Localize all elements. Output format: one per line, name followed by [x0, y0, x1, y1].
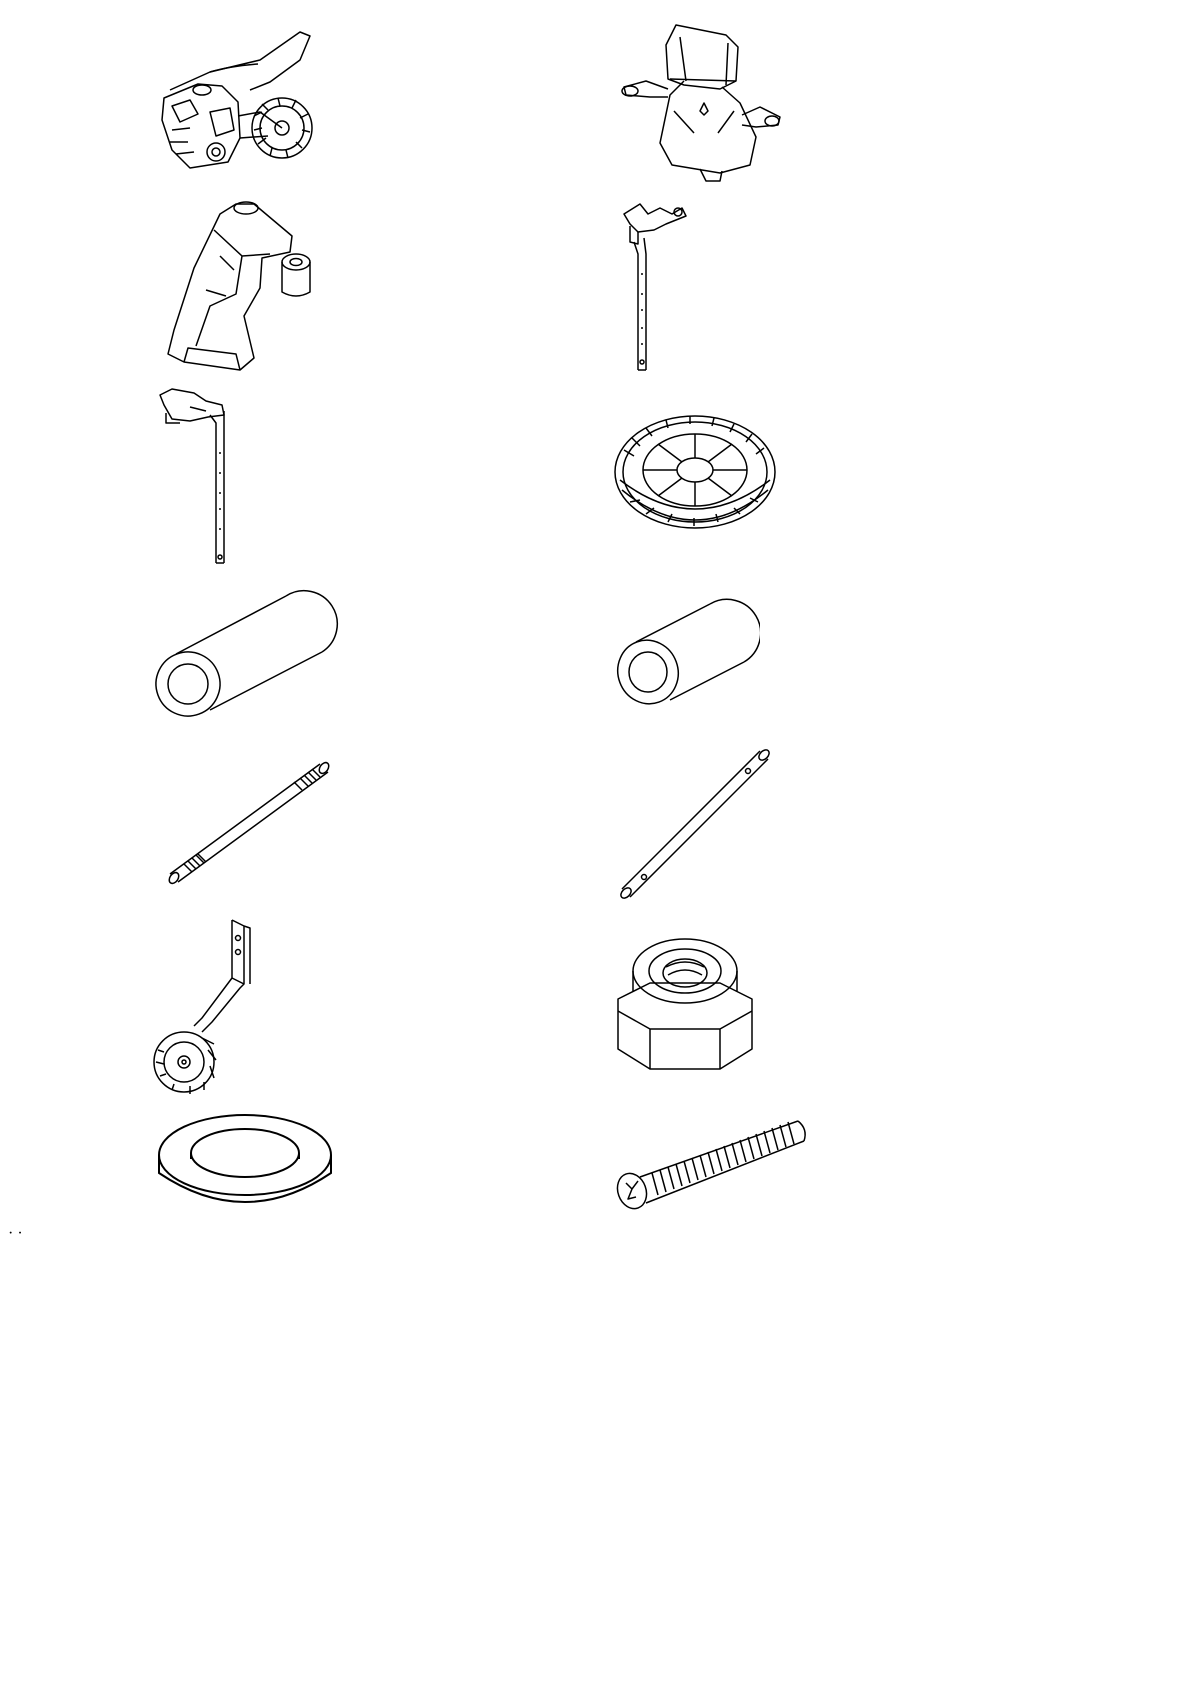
part-qty-cell — [813, 1106, 863, 1223]
part-note-cell — [865, 575, 938, 732]
parts-list-table — [8, 8, 940, 1225]
header-note-cell — [865, 10, 938, 12]
part-note-cell — [395, 382, 468, 573]
part-qty-cell — [343, 913, 393, 1104]
part-note-cell — [395, 193, 468, 380]
header-qty-cell — [343, 10, 393, 12]
part-name-cell — [59, 382, 147, 573]
part-picture-cell — [149, 575, 341, 732]
part-number-cell — [10, 14, 57, 191]
windshield-headlight-icon — [610, 15, 790, 185]
part-number-cell — [470, 14, 517, 191]
part-qty-cell — [343, 382, 393, 573]
part-name-cell — [519, 193, 607, 380]
part-number-cell — [10, 734, 57, 911]
part-picture-cell — [609, 382, 811, 573]
long-sleeve-icon — [150, 576, 340, 726]
part-number-cell — [10, 575, 57, 732]
part-picture-cell — [149, 1106, 341, 1223]
part-qty-cell — [813, 734, 863, 911]
part-number-cell — [470, 193, 517, 380]
right-handlebar-bracket-icon — [610, 194, 690, 374]
part-qty-cell — [343, 734, 393, 911]
part-note-cell — [865, 193, 938, 380]
part-number-cell — [470, 1106, 517, 1223]
table-row — [10, 575, 938, 732]
screw-icon — [610, 1107, 810, 1217]
part-note-cell — [865, 14, 938, 191]
part-qty-cell — [813, 913, 863, 1104]
part-qty-cell — [343, 1106, 393, 1223]
part-name-cell — [519, 382, 607, 573]
wheel-icon — [610, 410, 780, 540]
motorcycle-body-icon — [150, 20, 320, 180]
part-name-cell — [59, 1106, 147, 1223]
page-number: · · — [8, 1225, 23, 1242]
part-note-cell — [395, 14, 468, 191]
washer-icon — [150, 1107, 340, 1217]
part-qty-cell — [813, 193, 863, 380]
part-note-cell — [865, 1106, 938, 1223]
part-number-cell — [470, 913, 517, 1104]
front-fender-icon — [150, 196, 330, 372]
part-note-cell — [865, 913, 938, 1104]
table-row — [10, 913, 938, 1104]
part-note-cell — [865, 734, 938, 911]
part-picture-cell — [149, 382, 341, 573]
part-number-cell — [10, 913, 57, 1104]
part-note-cell — [865, 382, 938, 573]
part-qty-cell — [813, 575, 863, 732]
training-wheel-icon — [150, 914, 270, 1098]
header-number-cell — [10, 10, 57, 12]
part-number-cell — [10, 1106, 57, 1223]
part-picture-cell — [609, 1106, 811, 1223]
part-picture-cell — [149, 913, 341, 1104]
table-row — [10, 193, 938, 380]
threaded-axle-icon — [150, 750, 340, 890]
header-name-cell — [59, 10, 147, 12]
part-picture-cell — [609, 913, 811, 1104]
header-number-cell — [470, 10, 517, 12]
part-name-cell — [519, 734, 607, 911]
table-row — [10, 14, 938, 191]
part-note-cell — [395, 1106, 468, 1223]
part-number-cell — [470, 734, 517, 911]
part-note-cell — [395, 913, 468, 1104]
part-picture-cell — [149, 193, 341, 380]
part-name-cell — [59, 575, 147, 732]
table-row — [10, 734, 938, 911]
part-name-cell — [519, 1106, 607, 1223]
part-qty-cell — [343, 193, 393, 380]
short-sleeve-icon — [610, 586, 760, 716]
header-picture-cell — [149, 10, 341, 12]
header-name-cell — [519, 10, 607, 12]
part-qty-cell — [343, 14, 393, 191]
table-header-row — [10, 10, 938, 12]
part-picture-cell — [609, 734, 811, 911]
header-picture-cell — [609, 10, 811, 12]
part-name-cell — [519, 913, 607, 1104]
part-qty-cell — [343, 575, 393, 732]
lock-nut-icon — [610, 931, 760, 1081]
part-picture-cell — [609, 14, 811, 191]
part-name-cell — [59, 14, 147, 191]
header-note-cell — [395, 10, 468, 12]
part-number-cell — [470, 382, 517, 573]
part-name-cell — [59, 913, 147, 1104]
part-name-cell — [519, 575, 607, 732]
part-picture-cell — [149, 734, 341, 911]
part-picture-cell — [149, 14, 341, 191]
part-name-cell — [59, 734, 147, 911]
part-number-cell — [10, 382, 57, 573]
part-picture-cell — [609, 193, 811, 380]
part-number-cell — [470, 575, 517, 732]
part-note-cell — [395, 734, 468, 911]
left-handlebar-bracket-icon — [150, 383, 250, 567]
part-note-cell — [395, 575, 468, 732]
table-row — [10, 382, 938, 573]
table-row — [10, 1106, 938, 1223]
part-name-cell — [59, 193, 147, 380]
part-name-cell — [519, 14, 607, 191]
pin-shaft-icon — [610, 735, 780, 905]
header-qty-cell — [813, 10, 863, 12]
part-picture-cell — [609, 575, 811, 732]
part-number-cell — [10, 193, 57, 380]
part-qty-cell — [813, 382, 863, 573]
part-qty-cell — [813, 14, 863, 191]
